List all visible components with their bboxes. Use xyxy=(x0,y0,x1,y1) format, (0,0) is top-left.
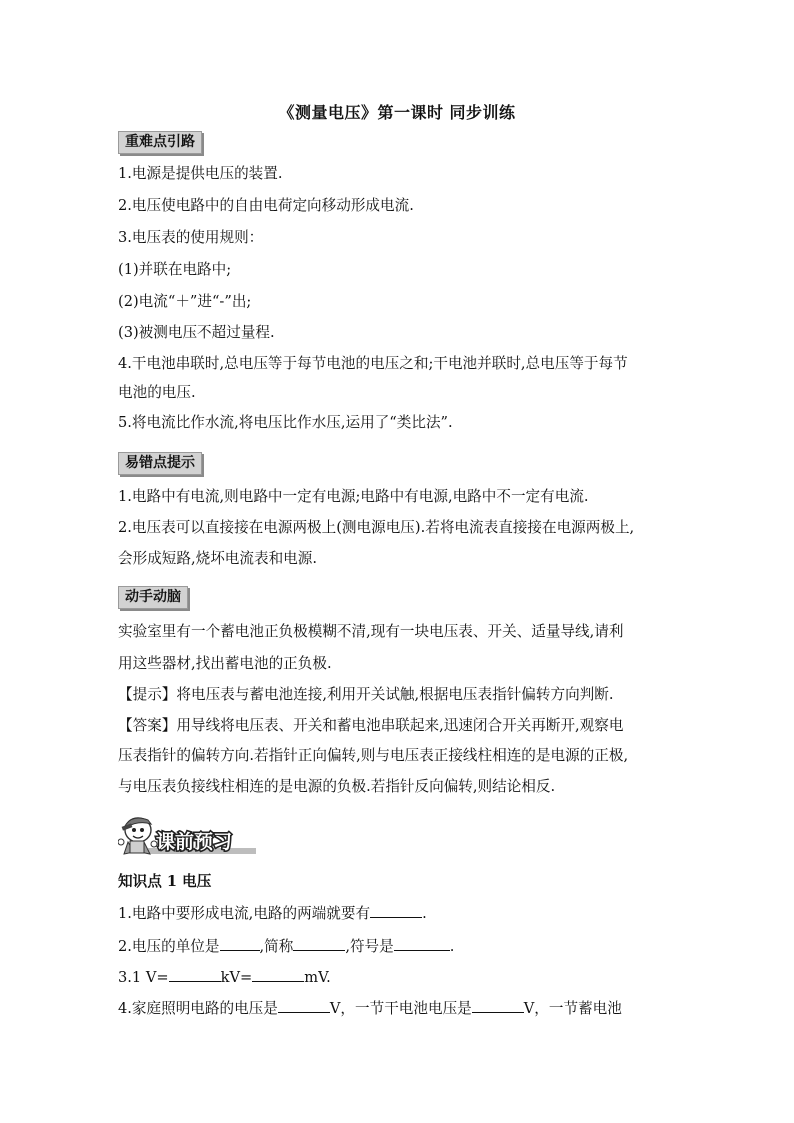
text-line: 用这些器材,找出蓄电池的正负极. xyxy=(118,655,332,672)
section-tag-hands-on: 动手动脑 xyxy=(118,586,188,609)
answer-blank[interactable] xyxy=(293,936,345,951)
q4-text-c: V，一节蓄电池 xyxy=(523,1000,622,1017)
question-1 xyxy=(118,903,427,924)
text-line: 1.电路中有电流,则电路中一定有电源;电路中有电源,电路中不一定有电流. xyxy=(118,488,589,505)
text-line: 2.电压使电路中的自由电荷定向移动形成电流. xyxy=(118,197,414,214)
q1-end: . xyxy=(422,905,427,922)
answer-blank[interactable] xyxy=(370,903,422,918)
question-3 xyxy=(118,967,331,988)
q1-text: 1.电路中要形成电流,电路的两端就要有 xyxy=(118,905,371,922)
text-line: 4.干电池串联时,总电压等于每节电池的电压之和;干电池并联时,总电压等于每节 xyxy=(118,355,628,372)
text-line: 2.电压表可以直接接在电源两极上(测电源电压).若将电流表直接接在电源两极上, xyxy=(118,519,635,536)
question-4 xyxy=(118,998,622,1019)
q2-text-a: 2.电压的单位是 xyxy=(118,938,220,955)
text-line: 实验室里有一个蓄电池正负极模糊不清,现有一块电压表、开关、适量导线,请利 xyxy=(118,623,624,640)
q2-text-c: ,符号是 xyxy=(345,938,394,955)
q4-text-b: V，一节干电池电压是 xyxy=(329,1000,472,1017)
answer-blank[interactable] xyxy=(220,936,260,951)
text-line: 与电压表负接线柱相连的是电源的负极.若指针反向偏转,则结论相反. xyxy=(118,778,556,795)
answer-blank[interactable] xyxy=(472,998,524,1013)
text-line: 1.电源是提供电压的装置. xyxy=(118,165,283,182)
answer-blank[interactable] xyxy=(278,998,330,1013)
q3-text-b: kV= xyxy=(220,969,253,986)
question-2 xyxy=(118,936,454,957)
q3-text-a: 3.1 V= xyxy=(118,969,169,986)
banner-label: 课前预习 xyxy=(156,831,233,853)
q2-text-d: . xyxy=(449,938,455,955)
q4-text-a: 4.家庭照明电路的电压是 xyxy=(118,1000,278,1017)
answer-blank[interactable] xyxy=(394,936,450,951)
text-line: 会形成短路,烧坏电流表和电源. xyxy=(118,550,317,567)
text-line: (2)电流“＋”进“-”出; xyxy=(118,293,252,310)
text-line: 【提示】将电压表与蓄电池连接,利用开关试触,根据电压表指针偏转方向判断. xyxy=(118,686,614,703)
section-tag-mistakes: 易错点提示 xyxy=(118,452,202,475)
text-line: 5.将电流比作水流,将电压比作水压,运用了“类比法”. xyxy=(118,414,453,431)
q3-text-c: mV. xyxy=(304,969,331,986)
answer-blank[interactable] xyxy=(252,967,304,982)
q2-text-b: ,简称 xyxy=(259,938,294,955)
section-tag-key-points: 重难点引路 xyxy=(118,131,202,154)
text-line: (3)被测电压不超过量程. xyxy=(118,324,275,341)
preview-banner xyxy=(118,808,258,860)
knowledge-heading: 知识点 1 电压 xyxy=(118,873,212,890)
answer-blank[interactable] xyxy=(169,967,221,982)
page-title: 《测量电压》第一课时 同步训练 xyxy=(278,103,516,122)
text-line: 3.电压表的使用规则： xyxy=(118,229,264,246)
text-line: 电池的电压. xyxy=(118,384,196,401)
text-line: 【答案】用导线将电压表、开关和蓄电池串联起来,迅速闭合开关再断开,观察电 xyxy=(118,717,624,734)
text-line: (1)并联在电路中; xyxy=(118,261,232,278)
text-line: 压表指针的偏转方向.若指针正向偏转,则与电压表正接线柱相连的是电源的正极, xyxy=(118,747,629,764)
